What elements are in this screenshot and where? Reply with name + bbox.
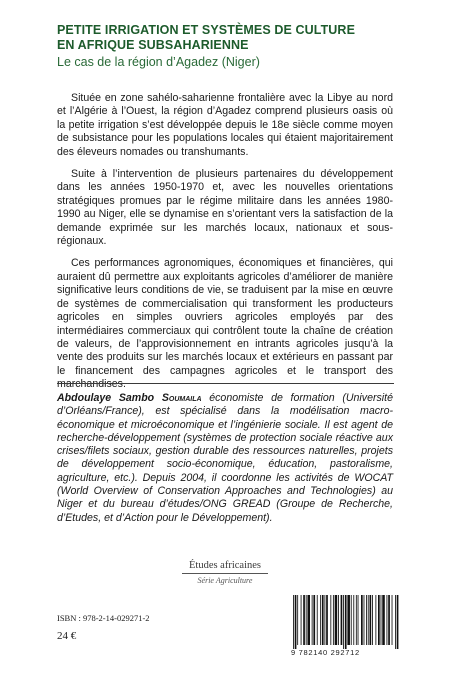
isbn: ISBN : 978-2-14-029271-2 [57, 613, 150, 623]
barcode-bars [291, 595, 399, 649]
book-subtitle: Le cas de la région d’Agadez (Niger) [57, 55, 260, 69]
collection-series: Série Agriculture [197, 576, 253, 585]
summary-paragraph-3: Ces performances agronomiques, économiques et financières, qui auraient dû permettre aux exploitants agricoles d’améliorer de manière significative leurs conditions de vie, se traduisent par la mise en œuvre de systèmes de commercialisation qui transforment les producteurs agricoles en simples ouvriers agricoles employés par des intermédiaires commerciaux qui contrôlent toute la chaîne de création de valeurs, de l’approvisionnement en intrants agricoles jusqu’à la vente des produits sur les marchés locaux et extérieurs en passant par le financement des campagnes agricoles et le transport des marchandises. [57, 257, 393, 391]
collection-logo [150, 560, 300, 585]
summary-paragraph-1: Située en zone sahélo-saharienne frontalière avec la Libye au nord et l’Algérie à l’Ouest, la région d’Agadez comprend plusieurs oasis où la petite irrigation s’est développée depuis le 18e siècle comme moyen de subsistance pour les populations locales qui étaient majoritairement des éleveurs nomades ou transhumants. [57, 92, 393, 158]
divider [57, 383, 394, 384]
barcode-image [291, 595, 399, 651]
barcode-number: 9 782140 292712 [291, 648, 360, 657]
book-title-line-1: PETITE IRRIGATION ET SYSTÈMES DE CULTURE [57, 23, 355, 37]
collection-divider [182, 573, 268, 574]
summary-paragraph-2: Suite à l’intervention de plusieurs partenaires du développement dans les années 1950-1970 et, avec les nouvelles orientations stratégiques promues par le régime militaire dans les années 1980-1990 au Niger, elle se dynamise en s’orientant vers la satisfaction de la demande exprimée sur les marchés locaux, nationaux et sous-régionaux. [57, 168, 393, 248]
price: 24 € [57, 630, 77, 642]
collection-name: Études africaines [188, 560, 261, 571]
book-title-line-2: EN AFRIQUE SUBSAHARIENNE [57, 38, 249, 52]
author-bio [57, 392, 393, 525]
title-block [57, 23, 407, 70]
summary-text [57, 92, 393, 401]
author-surname: Soumaila [161, 392, 202, 404]
author-name: Abdoulaye Sambo [57, 392, 155, 404]
author-bio-text: économiste de formation (Université d’Orléans/France), est spécialisé dans la modélisation macro-économique et microéconomique et l’ingénierie sociale. Il est agent de recherche-développement (systèmes de protection sociale réactive aux crises/filets sociaux, gestion durable des ressources naturelles, projets de développement socio-économique, éducation, pastoralisme, agriculture, etc.). Depuis 2004, il coordonne les activités de WOCAT (World Overview of Conservation Approaches and Technologies) au Niger et du bureau d’études/ONG GREAD (Groupe de Recherche, d’Etudes, et d’Action pour le Développement). [57, 392, 393, 524]
